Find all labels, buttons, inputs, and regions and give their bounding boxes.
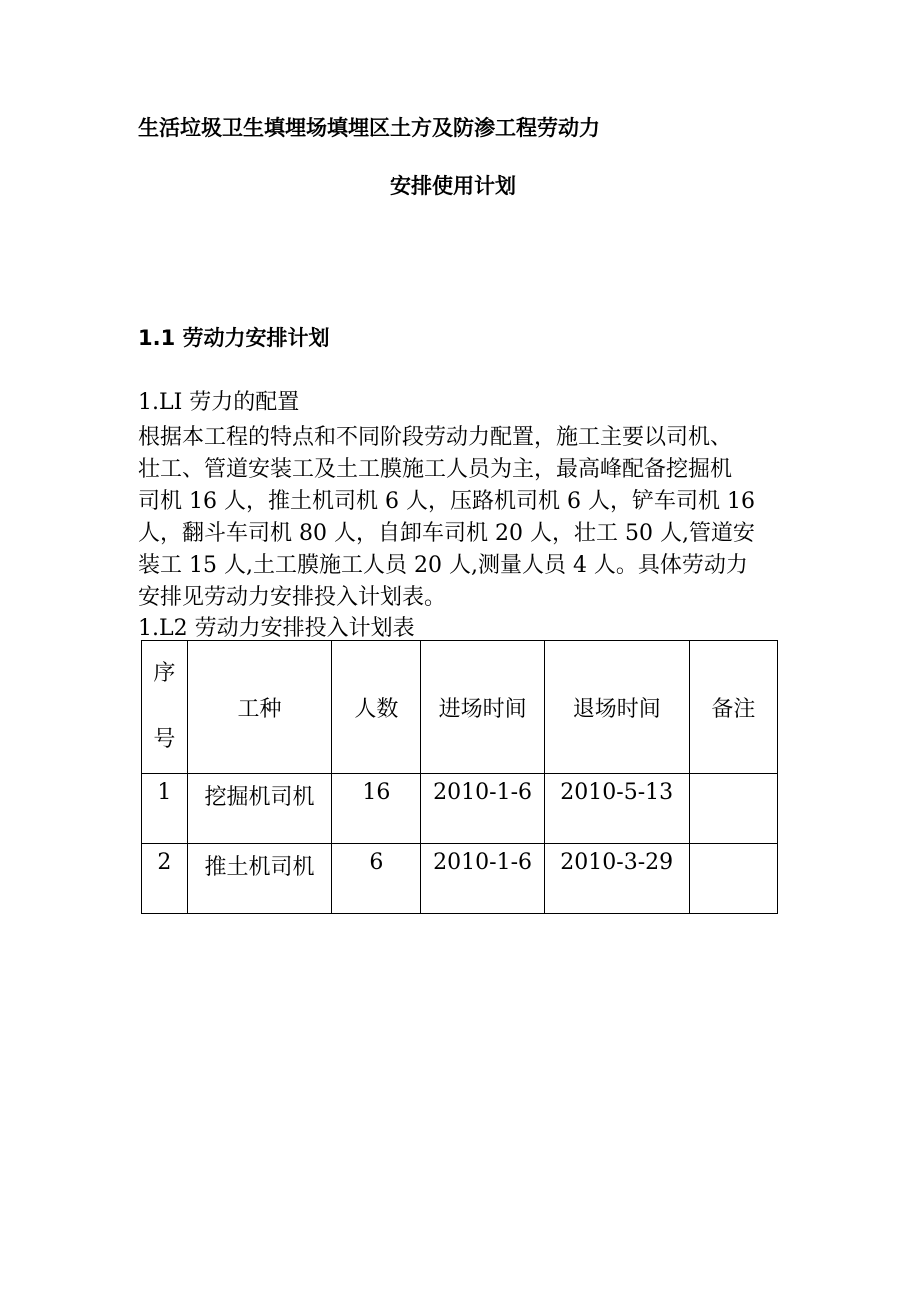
paragraph-line: 根据本工程的特点和不同阶段劳动力配置，施工主要以司机、 — [138, 425, 733, 450]
table-header-row — [142, 641, 778, 774]
paragraph-line: 壮工、管道安装工及土工膜施工人员为主，最高峰配备挖掘机 — [138, 457, 733, 482]
header-no-top: 序 — [153, 661, 176, 686]
body-paragraph — [138, 422, 778, 614]
cell-remark — [689, 844, 777, 914]
paragraph-line: 人，翻斗车司机 80 人，自卸车司机 20 人，壮工 50 人,管道安 — [138, 521, 755, 546]
table-row — [142, 774, 778, 844]
subsection-heading: 1.LI 劳力的配置 — [138, 390, 300, 415]
header-out-time: 退场时间 — [544, 641, 689, 774]
header-count: 人数 — [332, 641, 421, 774]
header-in-time: 进场时间 — [421, 641, 544, 774]
cell-no: 1 — [142, 774, 188, 844]
document-title-line2: 安排使用计划 — [390, 174, 516, 198]
cell-in-time: 2010-1-6 — [421, 844, 544, 914]
header-no-bottom: 号 — [153, 727, 176, 752]
cell-count: 16 — [332, 774, 421, 844]
paragraph-line: 安排见劳动力安排投入计划表。 — [138, 585, 447, 610]
cell-out-time: 2010-5-13 — [544, 774, 689, 844]
cell-out-time: 2010-3-29 — [544, 844, 689, 914]
table-row — [142, 844, 778, 914]
paragraph-line: 装工 15 人,土工膜施工人员 20 人,测量人员 4 人。具体劳动力 — [138, 553, 748, 578]
cell-count: 6 — [332, 844, 421, 914]
labor-plan-table — [141, 640, 778, 914]
document-title-line1: 生活垃圾卫生填埋场填埋区土方及防渗工程劳动力 — [138, 116, 600, 140]
header-type: 工种 — [187, 641, 332, 774]
section-heading: 1.1 劳动力安排计划 — [138, 326, 330, 350]
cell-in-time: 2010-1-6 — [421, 774, 544, 844]
cell-type: 挖掘机司机 — [187, 774, 332, 844]
header-remark: 备注 — [689, 641, 777, 774]
cell-type: 推土机司机 — [187, 844, 332, 914]
cell-remark — [689, 774, 777, 844]
table-caption: 1.L2 劳动力安排投入计划表 — [138, 616, 415, 641]
cell-no: 2 — [142, 844, 188, 914]
paragraph-line: 司机 16 人，推土机司机 6 人，压路机司机 6 人，铲车司机 16 — [138, 489, 755, 514]
header-no — [142, 641, 188, 774]
